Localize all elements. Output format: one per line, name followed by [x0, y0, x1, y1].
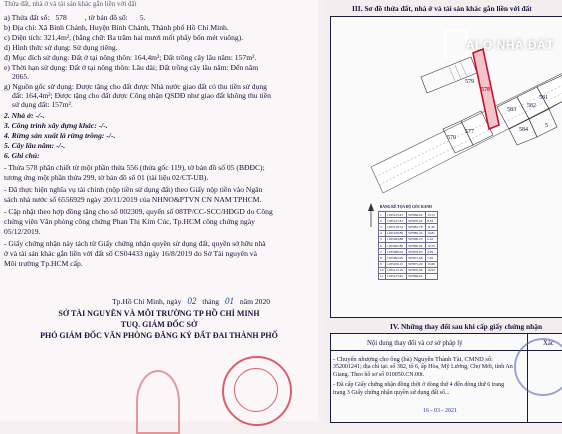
change-entry: trang 3 Giấy chứng nhận quyền sử dụng đất số... — [333, 390, 450, 396]
map-sheet-label: , tờ bản đồ số: — [84, 13, 128, 22]
coordinate-cell: 12.55 — [426, 242, 438, 248]
coordinate-cell: 8 — [379, 255, 386, 261]
coordinate-cell — [426, 273, 438, 279]
coordinate-cell: 597890.92 — [407, 242, 426, 248]
coordinate-cell: 6 — [379, 242, 386, 248]
note-line: Môi trường Tp.HCM cấp. — [4, 259, 83, 268]
coordinate-cell: 14.81 — [426, 230, 438, 236]
coordinate-cell: 597866.02 — [407, 273, 426, 279]
parcel-line — [4, 13, 145, 22]
parcel-label-570: 570 — [447, 135, 456, 141]
coordinate-cell: 1185119.74 — [386, 224, 407, 230]
coordinate-cell: 1 — [379, 212, 386, 218]
origin-line: g) Nguồn gốc sử dụng: Được tặng cho đất được Nhà nước giao đất có thu tiền sử dụng — [4, 82, 267, 91]
cut-header: Thửa đất, nhà ở và tài sản khác gắn liền với đất — [4, 0, 137, 8]
parcel-label: a) Thửa đất số: — [4, 13, 50, 22]
change-entry: 352001241; địa chỉ tại: số 382, tổ 6, ấp Hòa, Mỹ Lương, Chợ Mới, tỉnh An — [333, 364, 513, 370]
coordinate-cell: 597885.43 — [407, 230, 426, 236]
parcel-label-578: 578 — [481, 87, 490, 93]
usage-form-line: d) Hình thức sử dụng: Sử dụng riêng. — [4, 43, 118, 52]
coordinate-cell: 1185108.89 — [386, 230, 407, 236]
address-line: b) Địa chỉ: Xã Bình Chánh, Huyện Bình Chánh, Thành phố Hồ Chí Minh. — [4, 23, 229, 32]
note-line: chứng viên Văn phòng công chứng Phan Thị Kim Cúc, Tp.HCM công chứng ngày — [4, 217, 255, 226]
coordinate-cell: 597875.29 — [407, 261, 426, 267]
date-day: 02 — [187, 296, 197, 306]
date-month: 01 — [225, 296, 234, 306]
parcel-map-drawing — [331, 17, 562, 317]
coordinate-cell: 11 — [379, 273, 386, 279]
coordinate-cell: 1185094.88 — [386, 236, 407, 242]
coordinate-cell: 5 — [379, 236, 386, 242]
issuer-name: SỞ TÀI NGUYÊN VÀ MÔI TRƯỜNG TP HỒ CHÍ MINH — [58, 309, 260, 318]
parcel-label-581: 581 — [539, 95, 548, 101]
coordinate-cell: 13.72 — [426, 212, 438, 218]
coordinate-cell: 2.10 — [426, 236, 438, 242]
other-construction-line: 3. Công trình xây dựng khác: -/-. — [4, 121, 108, 130]
changes-col-confirm: Xác — [543, 340, 554, 347]
coordinate-cell: 1185089.02 — [386, 249, 407, 255]
origin-line-3: sử dụng đất: 157m². — [12, 100, 73, 109]
coordinate-table — [378, 211, 438, 280]
parcel-number: 578 — [55, 13, 67, 22]
note-line: - Cập nhật theo hợp đồng tặng cho số 002309, quyển số 08TP/CC-SCC/HĐGD do Công — [4, 207, 273, 216]
change-entry: Giang. Theo hồ sơ số 010050.CN.00t. — [333, 372, 425, 378]
coordinate-cell: 597877.68 — [407, 255, 426, 261]
date-month-label: tháng — [202, 297, 220, 306]
parcel-label-577: 577 — [465, 129, 474, 135]
coordinate-cell: 10.93 — [426, 267, 438, 273]
coordinate-cell: 597890.25 — [407, 236, 426, 242]
origin-line-2: đất: 164,4m²; Được tặng cho đất được Công nhận QSDĐ như giao đất không thu tiền — [12, 91, 271, 100]
change-entry: - Chuyển nhượng cho ông (bà) Nguyễn Thành Tài, CMND số: — [333, 356, 493, 363]
note-line: - Đã thực hiện nghĩa vụ tài chính (nộp tiền sử dụng đất) theo Giấy nộp tiền vào Ngân — [4, 185, 263, 194]
changes-col-content: Nội dung thay đổi và cơ sở pháp lý — [367, 340, 463, 347]
coordinate-cell: 8.53 — [426, 218, 438, 224]
coordinate-cell: 13.66 — [426, 261, 438, 267]
coordinate-cell: 11.45 — [426, 224, 438, 230]
coordinate-cell: 4 — [379, 230, 386, 236]
coord-table-title: BẢNG KÊ TỌA ĐỘ GÓC RANH — [380, 205, 432, 209]
area-line: c) Diện tích: 321,4m², (bằng chữ: Ba trăm hai mươi mốt phẩy bốn mét vuông). — [4, 33, 244, 42]
usage-term-line: e) Thời hạn sử dụng: Đất ở tại nông thôn: Lâu dài; Đất trồng cây lâu năm: Đến năm — [4, 63, 259, 72]
coordinate-cell: 597881.78 — [407, 224, 426, 230]
coordinate-cell: 1185123.45 — [386, 273, 407, 279]
perennial-trees-line: 5. Cây lâu năm: -/-. — [4, 141, 66, 150]
section-iii-title: III. Sơ đồ thửa đất, nhà ở và tài sản khác gắn liền với đất — [352, 4, 532, 13]
note-line: sách nhà nước số 6556929 ngày 20/11/2019 của NHNO&PTVN CN NAM TPHCM. — [4, 195, 262, 204]
stamp-date: 16 - 03 - 2021 — [423, 408, 457, 414]
coordinate-cell: 597870.94 — [407, 267, 426, 273]
parcel-map — [330, 16, 562, 318]
coordinate-cell: 1185093.09 — [386, 255, 407, 261]
coordinate-cell: 597879.03 — [407, 249, 426, 255]
official-seal — [222, 356, 292, 426]
forest-line: 4. Rừng sản xuất là rừng trồng: -/-. — [4, 131, 116, 140]
left-seal-mark — [136, 370, 180, 434]
coordinate-cell: 7.45 — [426, 255, 438, 261]
coordinate-cell: 1185092.89 — [386, 242, 407, 248]
deputy-title: PHÓ GIÁM ĐỐC VĂN PHÒNG ĐĂNG KÝ ĐẤT ĐAI THÀNH PHỐ — [40, 331, 278, 340]
notes-heading: 6. Ghi chú: — [4, 151, 40, 160]
note-line: ở và tài sản khác gắn liền với đất số CS04433 ngày 16/8/2019 do Sở Tài nguyên và — [4, 249, 257, 258]
section-iv-title: IV. Những thay đổi sau khi cấp giấy chứng nhận — [390, 322, 543, 331]
tuq-title: TUQ. GIÁM ĐỐC SỞ — [120, 320, 198, 329]
coordinate-row — [379, 273, 438, 279]
parcel-label-583: 583 — [507, 107, 516, 113]
change-entry: - Đã cấp Giấy chứng nhận đồng thời ở dòng thứ 4 đến dòng thứ 6 trang — [333, 382, 505, 388]
coordinate-cell: 2 — [379, 218, 386, 224]
coordinate-cell: 597879.02 — [407, 218, 426, 224]
coordinate-cell: 3 — [379, 224, 386, 230]
coordinate-cell: 10 — [379, 267, 386, 273]
parcel-label-584: 584 — [519, 127, 528, 133]
note-line: tương ứng một phần thửa 299, tờ bản đồ số 01 (tài liệu 02/CT-UB). — [4, 173, 209, 182]
coordinate-cell: 1185123.45 — [386, 212, 407, 218]
issue-date — [112, 297, 270, 306]
parcel-label-579: 579 — [465, 79, 474, 85]
note-line: 05/12/2019. — [4, 227, 41, 236]
date-prefix: Tp.Hồ Chí Minh, ngày — [112, 297, 182, 306]
coordinate-cell: 1185100.15 — [386, 261, 407, 267]
parcel-label-582: 582 — [527, 103, 536, 109]
usage-purpose-line: đ) Mục đích sử dụng: Đất ở tại nông thôn: 164,4m²; Đất trồng cây lâu năm: 157m². — [4, 53, 257, 62]
coordinate-cell: 1185127.81 — [386, 218, 407, 224]
house-line: 2. Nhà ở: -/-. — [4, 111, 45, 120]
map-sheet-number: 5. — [139, 13, 146, 22]
watermark-text: ALO NHÀ ĐẤT — [466, 38, 555, 52]
coordinate-cell: 597866.02 — [407, 212, 426, 218]
coordinate-cell: 7 — [379, 249, 386, 255]
watermark-logo-icon — [444, 30, 468, 58]
date-year: năm 2020 — [239, 297, 271, 306]
coordinate-cell: 9 — [379, 261, 386, 267]
parcel-label-5: 5 — [545, 123, 548, 129]
coordinate-cell: 1185113.10 — [386, 267, 407, 273]
note-line: - Thửa 578 phân chiết từ một phần thửa 556 (thửa gốc 119), tờ bản đồ số 05 (BĐĐC); — [4, 163, 265, 172]
coordinate-cell: 4.29 — [426, 249, 438, 255]
note-line: - Giấy chứng nhận này tách từ Giấy chứng nhận quyền sử dụng đất, quyền sở hữu nhà — [4, 239, 266, 248]
usage-term-line-2: 2065. — [12, 72, 30, 81]
